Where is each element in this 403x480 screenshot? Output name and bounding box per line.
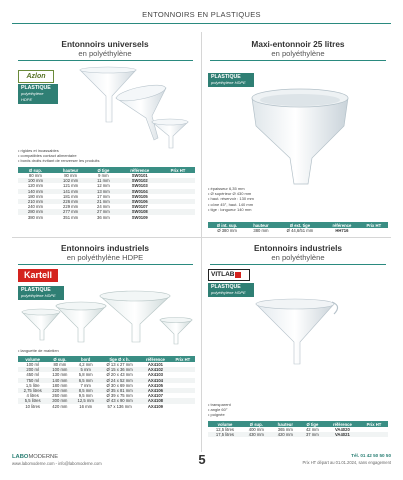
badge-label: PLASTIQUE [211,74,241,80]
col-header: référence [325,421,360,427]
table-row: 12,5 litres 400 mm 365 mm 42 mm VA4020 [215,427,350,432]
p3-rule [18,264,193,265]
vitlab-mark-icon [235,272,241,278]
kartell-logo: Kartell [18,269,58,282]
page-title: ENTONNOIRS EN PLASTIQUES [142,10,261,19]
table-row: 100 ml 80 mm 4,2 mm Ø 13 x 27 mm AX4101 [26,362,164,367]
col-header: bord [72,356,99,362]
azlon-logo: Azlon [18,70,54,83]
table-row: 180 mm 181 mm 17 mm SW0105 [27,193,148,199]
badge-label: PLASTIQUE [21,287,51,293]
p2-plastic-badge [208,73,254,87]
p3-title: Entonnoirs industriels [60,243,150,253]
p1-plastic-badge [18,84,58,104]
badge-sublabel: polyéthylène HDPE [211,290,246,295]
table-row: 17,5 litres 430 mm 420 mm 37 mm VA4021 [208,432,388,437]
table-row: 100 mm 102 mm 11 mm SW0102 [18,178,195,183]
p4-rule [210,264,386,265]
p3-subtitle: en polyéthylène HDPE [66,253,144,262]
table-row: 210 mm 226 mm 21 mm SW0106 [18,199,195,204]
col-header: Prix HT [161,167,195,173]
table-row: 450 ml 130 mm 5,8 mm Ø 20 x 43 mm AX4103 [26,372,164,378]
p1-title: Entonnoirs universels [61,39,149,49]
table-row: Ø 380 mm 380 mm Ø 44,6/51 mm HH716 [217,228,349,233]
feature-item: • épaisseur 6,35 mm [208,186,245,191]
footer-logo: LABOMODERNE [12,454,59,460]
p4-subtitle: en polyéthylène [271,253,325,262]
table-row: 1,5 litre 180 mm 7 mm Ø 30 x 69 mm AX4105 [25,382,164,388]
col-header: Prix HT [171,356,195,362]
table-row: 240 mm 229 mm 24 mm SW0107 [27,204,148,210]
feature-item: • tige : longueur 140 mm [208,206,252,212]
p1-table [18,167,195,220]
table-row: 80 mm 80 mm 9 mm SW0101 [29,173,148,178]
vertical-divider [201,32,202,452]
p2-subtitle: en polyéthylène [271,49,325,58]
col-header: référence [324,222,359,228]
feature-item: • transparent [208,402,231,407]
feature-item: • poignée [208,412,225,418]
p3-table [18,356,195,409]
feature-item: • cône 45°, haut. 140 mm [208,201,254,207]
feature-item: • bords droits évitant de renverser les produits [18,158,100,164]
p3-features [18,348,198,353]
horizontal-divider [12,237,391,238]
col-header: hauteur [53,167,88,173]
table-row: 4 litres 260 mm 9,5 mm Ø 39 x 75 mm AX4107 [26,393,164,399]
page-number: 5 [198,452,206,467]
p3-funnels-image [20,290,196,346]
p1-rule [18,60,193,61]
table-row: 2,75 litres 220 mm 8,5 mm Ø 35 x 81 mm AX4106 [18,388,195,393]
table-row: 10 litres 420 mm 16 mm 57 x 136 mm AX4109 [25,403,164,409]
table-row: 280 mm 277 mm 27 mm SW0108 [18,209,195,214]
feature-item: • compatibles contact alimentaire [18,153,77,159]
col-header: Prix HT [360,421,388,427]
p4-plastic-badge [208,283,254,297]
table-row: 750 ml 140 mm 6,5 mm Ø 24 x 52 mm AX4104 [18,378,195,383]
feature-item: • Ø supérieur Ø 430 mm [208,191,252,197]
col-header: Ø sup. [47,356,72,362]
col-header: Ø tige [300,421,325,427]
col-header: Ø ext. tige [276,222,325,228]
p2-title: Maxi-entonnoir 25 litres [251,39,345,49]
badge-label: PLASTIQUE [21,85,51,91]
table-row: 120 mm 121 mm 12 mm SW0103 [27,183,148,189]
feature-item: • haut. réservoir : 130 mm [208,196,254,202]
col-header: référence [140,356,170,362]
col-header: Ø int. sup. [208,222,246,228]
p4-title: Entonnoirs industriels [253,243,343,253]
col-header: Ø sup. [18,167,53,173]
col-header: volume [208,421,242,427]
badge-sublabel: polyéthylène HDPE [211,80,246,85]
col-header: Ø sup. [242,421,271,427]
col-header: tige Ø x h. [99,356,140,362]
feature-item: • angle 60° [208,407,228,413]
col-header: référence [118,167,161,173]
footer-phone: Tél. 01 42 50 50 50 [351,453,391,458]
badge-label: PLASTIQUE [211,284,241,290]
p1-subtitle: en polyéthylène [78,49,132,58]
p1-funnels-image [78,66,196,150]
p2-maxi-funnel-image [248,86,352,188]
p1-features [18,148,198,164]
table-row: 5,5 litres 300 mm 12,5 mm Ø 43 x 90 mm AX4108 [18,398,195,403]
p4-features [208,402,388,418]
table-row: 140 mm 141 mm 13 mm SW0104 [18,189,195,194]
col-header: hauteur [271,421,300,427]
badge-sublabel: polyéthylène HDPE [21,91,44,102]
p2-table [208,222,388,233]
title-divider [12,23,391,24]
vitlab-logo: VITLAB [208,269,250,281]
col-header: volume [18,356,47,362]
table-row: 200 ml 100 mm 5 mm Ø 15 x 36 mm AX4102 [18,367,195,372]
p4-table [208,421,388,437]
col-header: Ø tige [88,167,118,173]
col-header: hauteur [246,222,275,228]
footer-price-note: Prix HT départ au 01.01.2024, sans engagement [302,460,391,465]
table-row: 380 mm 351 mm 36 mm SW0109 [27,214,148,220]
feature-item: • rigides et incassables [18,148,59,153]
badge-sublabel: polyéthylène HDPE [21,293,56,298]
feature-item: • languette de maintien [18,348,59,353]
col-header: Prix HT [360,222,388,228]
p4-funnel-image [248,296,344,366]
p2-features [208,186,388,212]
p2-rule [210,60,386,61]
footer-website[interactable]: www.labomoderne.com - info@labomoderne.com [12,461,102,466]
